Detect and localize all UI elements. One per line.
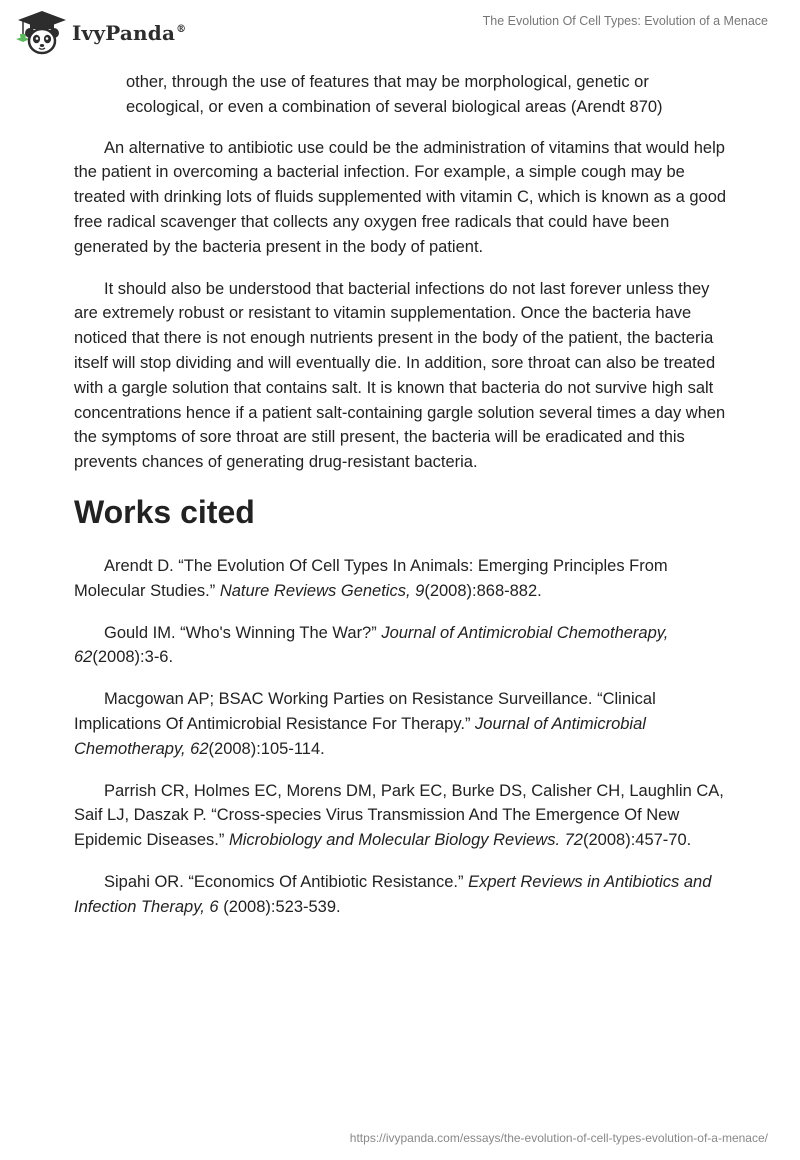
citation-entry: Parrish CR, Holmes EC, Morens DM, Park EC, Burke DS, Calisher CH, Laughlin CA, Saif LJ, Daszak P. “Cross-species Virus Transmission And The Emergence Of New Epidemic Diseases.” Microbiology and Molecular Biology Reviews. 72(2008):457-70. — [74, 781, 724, 850]
works-cited-heading: Works cited — [74, 493, 255, 530]
body-paragraph: An alternative to antibiotic use could be the administration of vitamins that would help the patient in overcoming a bacterial infection. For example, a simple cough may be treated with drinking lots of fluids supplemented with vitamin C, which is known as a good free radical scavenger that collects any oxygen free radicals that could have been generated by the bacteria present in the body of patient. — [74, 138, 727, 256]
essay-content — [74, 70, 730, 937]
panda-graduate-icon — [14, 9, 70, 55]
page-header — [0, 0, 800, 60]
citation-entry: Sipahi OR. “Economics Of Antibiotic Resistance.” Expert Reviews in Antibiotics and Infection Therapy, 6 (2008):523-539. — [74, 872, 712, 916]
document-title: The Evolution Of Cell Types: Evolution of a Menace — [482, 14, 768, 28]
citation-entry: Arendt D. “The Evolution Of Cell Types In Animals: Emerging Principles From Molecular Studies.” Nature Reviews Genetics, 9(2008):868-882. — [74, 556, 668, 600]
block-quote-continuation: other, through the use of features that may be morphological, genetic or ecological, or even a combination of several biological areas (Arendt 870) — [126, 73, 663, 116]
citation-entry: Macgowan AP; BSAC Working Parties on Resistance Surveillance. “Clinical Implications Of Antimicrobial Resistance For Therapy.” Journal of Antimicrobial Chemotherapy, 62(2008):105-114. — [74, 690, 656, 758]
body-paragraph: It should also be understood that bacterial infections do not last forever unless they are extremely robust or resistant to vitamin supplementation. Once the bacteria have noticed that there is not enough nutrients present in the body of the patient, the bacteria itself will stop dividing and will eventually die. In addition, sore throat can also be treated with a gargle solution that contains salt. It is known that bacteria do not survive high salt concentrations hence if a patient salt-containing gargle solution several times a day when the symptoms of sore throat are still present, the bacteria will be eradicated and this prevents chances of generating drug-resistant bacteria. — [74, 279, 726, 472]
source-url-link[interactable]: https://ivypanda.com/essays/the-evolution-of-cell-types-evolution-of-a-menace/ — [349, 1131, 768, 1145]
citation-entry: Gould IM. “Who's Winning The War?” Journal of Antimicrobial Chemotherapy, 62(2008):3-6. — [74, 623, 669, 667]
brand-logo[interactable] — [14, 9, 186, 55]
brand-name: IvyPanda® — [72, 21, 187, 45]
